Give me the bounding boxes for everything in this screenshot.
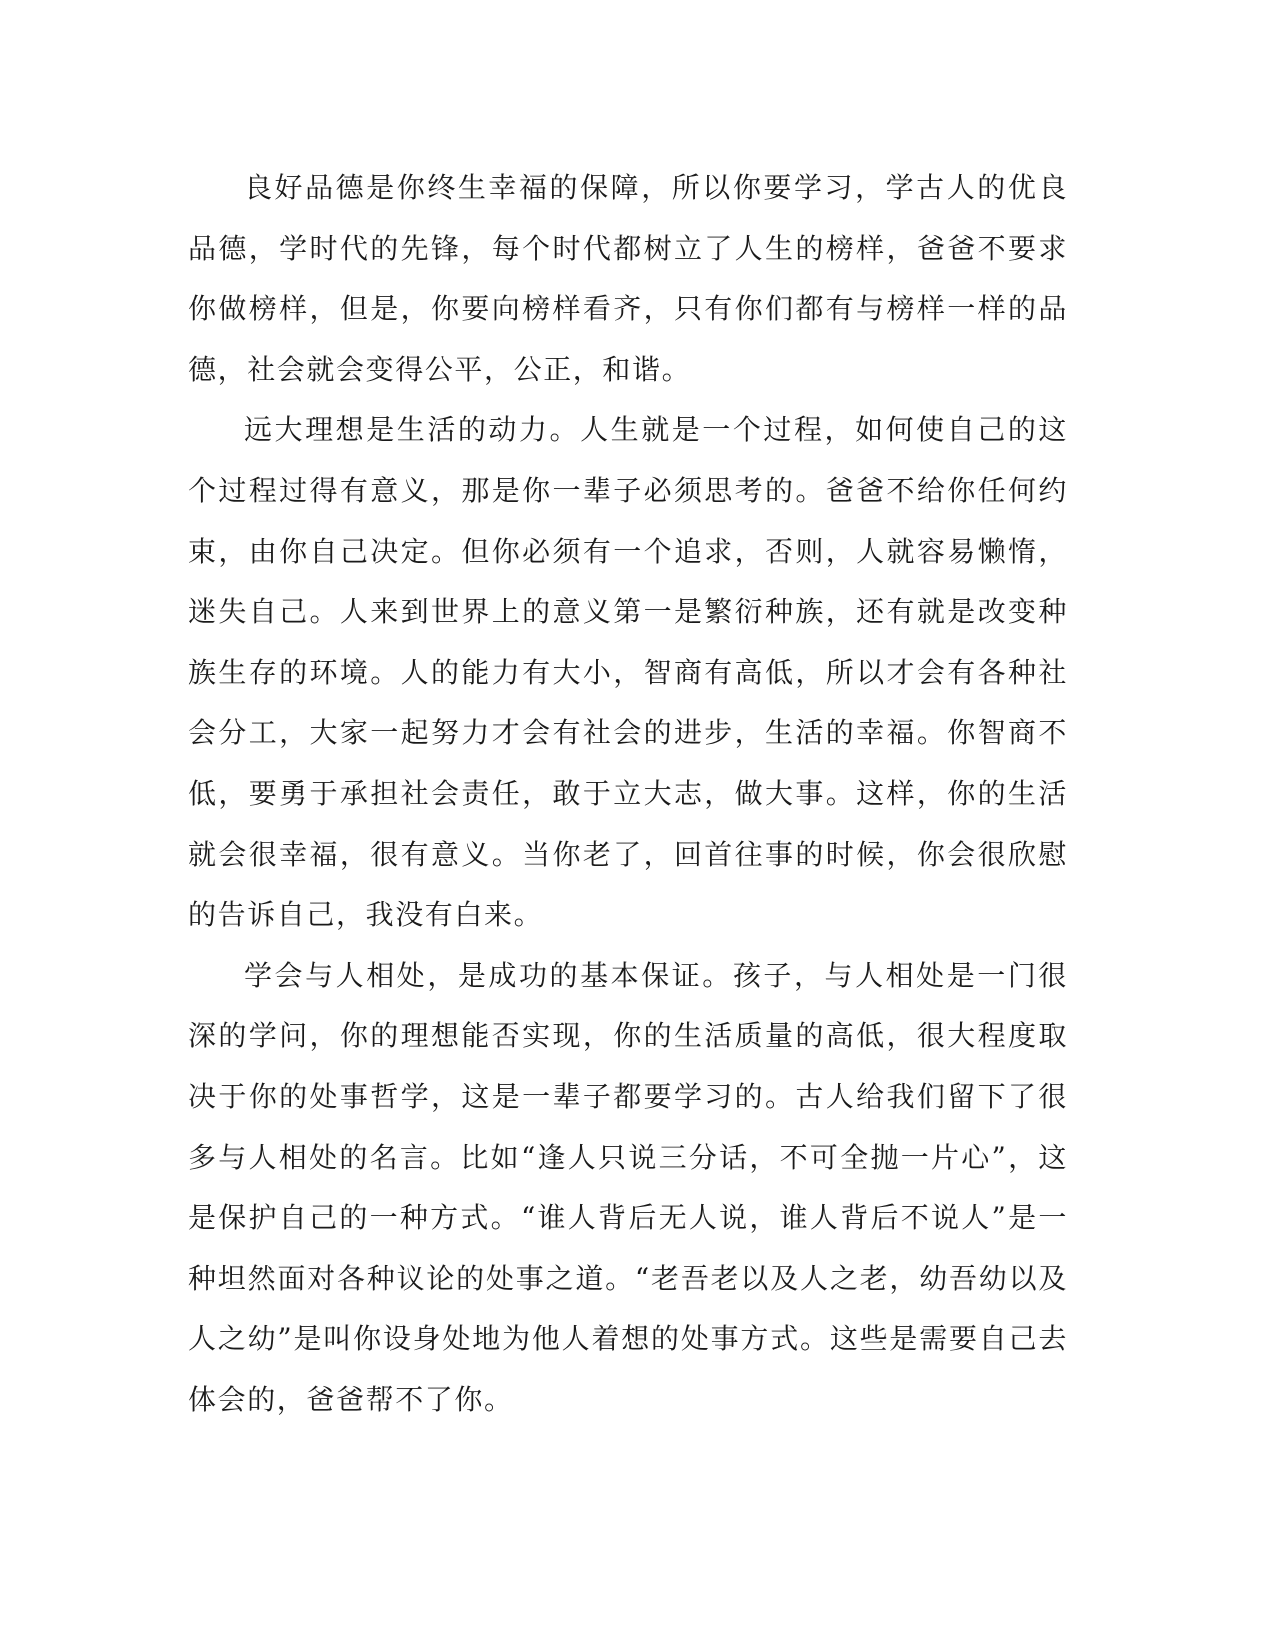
document-body xyxy=(188,158,1068,1430)
paragraph-good-character: 良好品德是你终生幸福的保障，所以你要学习，学古人的优良品德，学时代的先锋，每个时代都树立了人生的榜样，爸爸不要求你做榜样，但是，你要向榜样看齐，只有你们都有与榜样一样的品德，社会就会变得公平，公正，和谐。 xyxy=(188,171,1068,386)
paragraph-great-ideals: 远大理想是生活的动力。人生就是一个过程，如何使自己的这个过程过得有意义，那是你一辈子必须思考的。爸爸不给你任何约束，由你自己决定。但你必须有一个追求，否则，人就容易懒惰，迷失自己。人来到世界上的意义第一是繁衍种族，还有就是改变种族生存的环境。人的能力有大小，智商有高低，所以才会有各种社会分工，大家一起努力才会有社会的进步，生活的幸福。你智商不低，要勇于承担社会责任，敢于立大志，做大事。这样，你的生活就会很幸福，很有意义。当你老了，回首往事的时候，你会很欣慰的告诉自己，我没有白来。 xyxy=(188,413,1068,932)
paragraph-getting-along: 学会与人相处，是成功的基本保证。孩子，与人相处是一门很深的学问，你的理想能否实现，你的生活质量的高低，很大程度取决于你的处事哲学，这是一辈子都要学习的。古人给我们留下了很多与人相处的名言。比如“逢人只说三分话，不可全抛一片心”，这是保护自己的一种方式。“谁人背后无人说，谁人背后不说人”是一种坦然面对各种议论的处事之道。“老吾老以及人之老，幼吾幼以及人之幼”是叫你设身处地为他人着想的处事方式。这些是需要自己去体会的，爸爸帮不了你。 xyxy=(188,958,1068,1416)
